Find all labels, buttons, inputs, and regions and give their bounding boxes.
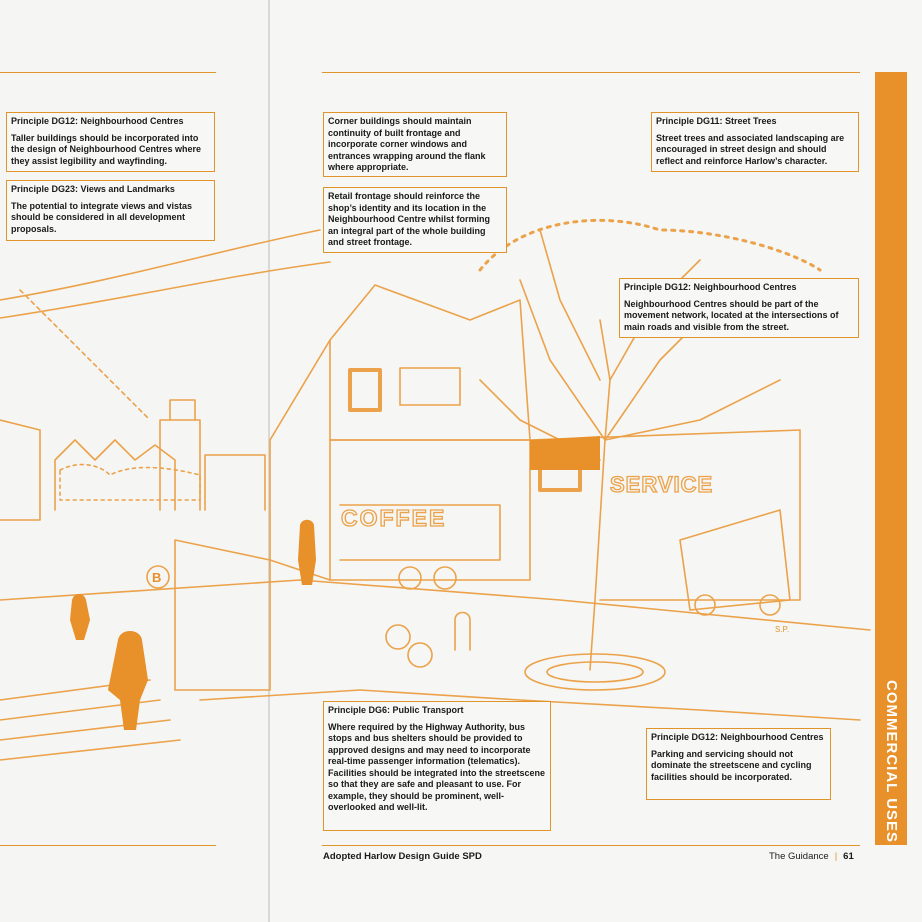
note-corner-buildings	[323, 112, 507, 177]
tree-pit	[525, 654, 665, 690]
box-body: Neighbourhood Centres should be part of the movement network, located at the intersections of main roads and visible from the street.	[624, 298, 839, 332]
service-facade	[530, 436, 600, 470]
tower-top	[170, 400, 195, 420]
left-building	[0, 420, 40, 520]
principle-dg12-movement	[619, 278, 859, 338]
box-heading: Principle DG12: Neighbourhood Centres	[651, 732, 824, 742]
tree-branches	[480, 230, 780, 460]
tree-trunk	[590, 320, 610, 670]
footer-separator: |	[834, 851, 838, 862]
box-body: Taller buildings should be incorporated into the design of Neighbourhood Centres where they assist legibility and wayfinding.	[11, 132, 202, 166]
bike-wheel	[399, 567, 421, 589]
bus-shelter	[175, 540, 270, 690]
window-right	[400, 368, 460, 405]
page-number: 61	[843, 851, 854, 862]
principle-dg12-taller-buildings	[6, 112, 215, 172]
principle-dg6-public-transport	[323, 701, 551, 831]
principle-dg12-parking	[646, 728, 831, 800]
footer-document-title: Adopted Harlow Design Guide SPD	[323, 851, 482, 862]
box-body: Corner buildings should maintain continuity of built frontage and incorporate corner windows and entrances wrapping around the flank where appropriate.	[328, 116, 486, 172]
tree-canopy	[480, 220, 820, 270]
box-heading: Principle DG12: Neighbourhood Centres	[11, 116, 184, 126]
footer-page-info	[769, 851, 854, 862]
van-wheel	[695, 595, 715, 615]
footer-section: The Guidance	[769, 851, 829, 862]
van-wheel-2	[760, 595, 780, 615]
tree-pit-inner	[547, 662, 643, 682]
box-heading: Principle DG12: Neighbourhood Centres	[624, 282, 797, 292]
bus-stop-letter: B	[152, 570, 162, 585]
main-block-gable	[330, 285, 530, 440]
pedestrian-small	[298, 520, 316, 585]
cycle-stand	[455, 613, 470, 651]
box-body: The potential to integrate views and vistas should be considered in all development proposals.	[11, 200, 193, 234]
sightline	[20, 290, 150, 420]
principle-dg23-views	[6, 180, 215, 241]
trees-left	[60, 465, 200, 500]
service-sign: SERVICE	[610, 472, 714, 497]
mid-block	[205, 455, 265, 510]
pedestrian-child	[70, 594, 90, 640]
box-body: Street trees and associated landscaping are encouraged in street design and should reflect and reinforce Harlow’s character.	[656, 132, 845, 166]
section-label: COMMERCIAL USES	[883, 680, 900, 844]
parked-bike-wheel-2	[408, 643, 432, 667]
parked-bike-wheel	[386, 625, 410, 649]
window-large	[350, 370, 380, 410]
pedestrian-large	[108, 631, 148, 730]
note-retail-frontage	[323, 187, 507, 253]
box-heading: Principle DG6: Public Transport	[328, 705, 464, 715]
sky-wire-2	[0, 262, 330, 318]
coffee-sign: COFFEE	[341, 505, 447, 531]
box-heading: Principle DG11: Street Trees	[656, 116, 777, 126]
tower	[160, 420, 200, 510]
steps	[0, 680, 180, 760]
box-body: Where required by the Highway Authority, bus stops and bus shelters should be provided to approved designs and may need to incorporate real-time passenger information (telematics). Facilities should be integrated into the streetscene so that they are safe and pleasant to use. For example, they should be prominent, well-overlooked and well-lit.	[328, 721, 546, 812]
box-heading: Principle DG23: Views and Landmarks	[11, 184, 175, 194]
bike-wheel-2	[434, 567, 456, 589]
box-body: Parking and servicing should not dominate the streetscene and cycling facilities should be incorporated.	[651, 748, 812, 782]
principle-dg11-street-trees	[651, 112, 859, 172]
box-body: Retail frontage should reinforce the shop’s identity and its location in the Neighbourhood Centre whilst forming an integral part of the whole building and street frontage.	[328, 191, 490, 247]
artist-initials: S.P.	[775, 625, 790, 634]
